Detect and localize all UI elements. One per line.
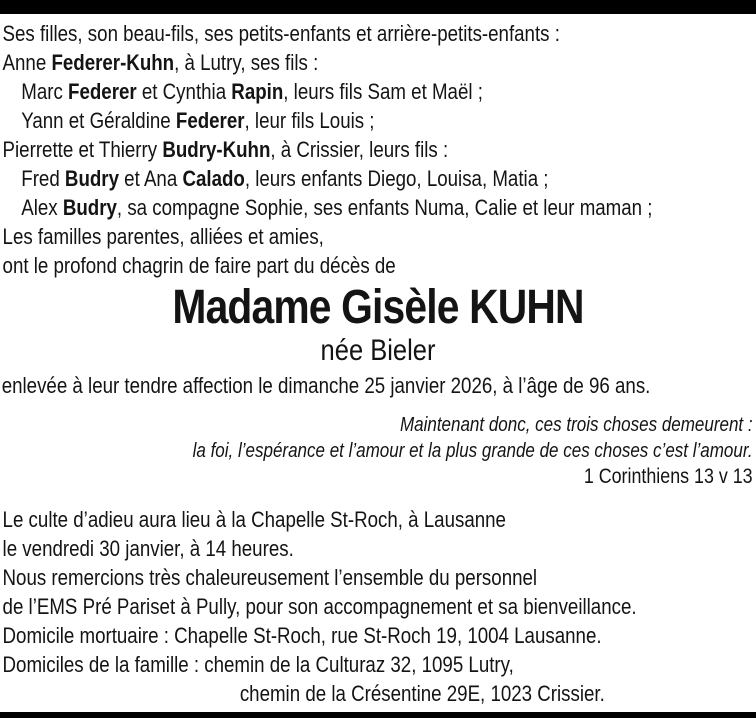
detail-line: Domicile mortuaire : Chapelle St-Roch, rue St-Roch 19, 1004 Lausanne. (2, 623, 602, 648)
family-name-bold: Rapin (231, 79, 284, 104)
family-line-text: , leurs enfants Diego, Louisa, Matia ; (244, 166, 549, 191)
family-line-text: Pierrette et Thierry (2, 137, 163, 162)
family-name-bold: Budry-Kuhn (162, 137, 271, 162)
family-name-bold: Federer-Kuhn (51, 50, 175, 75)
family-line (3, 193, 756, 222)
quote-line: la foi, l’espérance et l’amour et la plus grande de ces choses c’est l’amour. (192, 440, 753, 462)
detail-line: Nous remercions très chaleureusement l’ensemble du personnel (2, 565, 538, 590)
family-line (3, 19, 756, 48)
family-list (0, 19, 756, 280)
quote-line: Maintenant donc, ces trois choses demeurent : (399, 414, 753, 436)
family-line (3, 164, 756, 193)
bottom-border-bar (0, 712, 756, 718)
death-announcement: enlevée à leur tendre affection le dimanche 25 janvier 2026, à l’âge de 96 ans. (1, 373, 651, 398)
detail-line: chemin de la Crésentine 29E, 1023 Crissier. (239, 681, 605, 706)
detail-line: de l’EMS Pré Pariset à Pully, pour son accompagnement et sa bienveillance. (2, 594, 637, 619)
detail-line: Le culte d’adieu aura lieu à la Chapelle St-Roch, à Lausanne (2, 507, 506, 532)
family-name-bold: Budry (62, 195, 117, 220)
family-line-text: Anne (2, 50, 52, 75)
maiden-name: née Bieler (320, 334, 436, 367)
family-line-text: , leurs fils Sam et Maël ; (283, 79, 483, 104)
family-name-bold: Calado (182, 166, 245, 191)
family-line-text: , leur fils Louis ; (244, 108, 375, 133)
family-line-text: Fred (21, 166, 65, 191)
family-line (3, 48, 756, 77)
notice-content (0, 14, 756, 708)
family-line (3, 222, 756, 251)
family-line-text: Les familles parentes, alliées et amies, (2, 224, 324, 249)
family-name-bold: Budry (64, 166, 119, 191)
ceremony-details (0, 505, 756, 708)
family-line-text: Yann et Géraldine (21, 108, 176, 133)
scripture-quote (0, 412, 756, 490)
top-border-bar (0, 0, 756, 14)
family-line-text: et Ana (118, 166, 183, 191)
family-line-text: , à Lutry, ses fils : (174, 50, 319, 75)
scripture-reference: 1 Corinthiens 13 v 13 (583, 465, 753, 488)
family-line-text: et Cynthia (136, 79, 232, 104)
family-line (3, 77, 756, 106)
detail-line: Domiciles de la famille : chemin de la Culturaz 32, 1095 Lutry, (2, 652, 514, 677)
family-line-text: , à Crissier, leurs fils : (270, 137, 449, 162)
family-line (3, 106, 756, 135)
family-name-bold: Federer (175, 108, 245, 133)
family-name-bold: Federer (68, 79, 137, 104)
family-line-text: Marc (21, 79, 69, 104)
family-line-text: , sa compagne Sophie, ses enfants Numa, Calie et leur maman ; (116, 195, 653, 220)
family-line (3, 135, 756, 164)
family-line (3, 251, 756, 280)
deceased-name: Madame Gisèle KUHN (172, 281, 584, 334)
family-line-text: Ses filles, son beau-fils, ses petits-enfants et arrière-petits-enfants : (2, 21, 560, 46)
detail-line: le vendredi 30 janvier, à 14 heures. (2, 536, 294, 561)
family-line-text: Alex (21, 195, 63, 220)
family-line-text: ont le profond chagrin de faire part du décès de (2, 253, 396, 278)
